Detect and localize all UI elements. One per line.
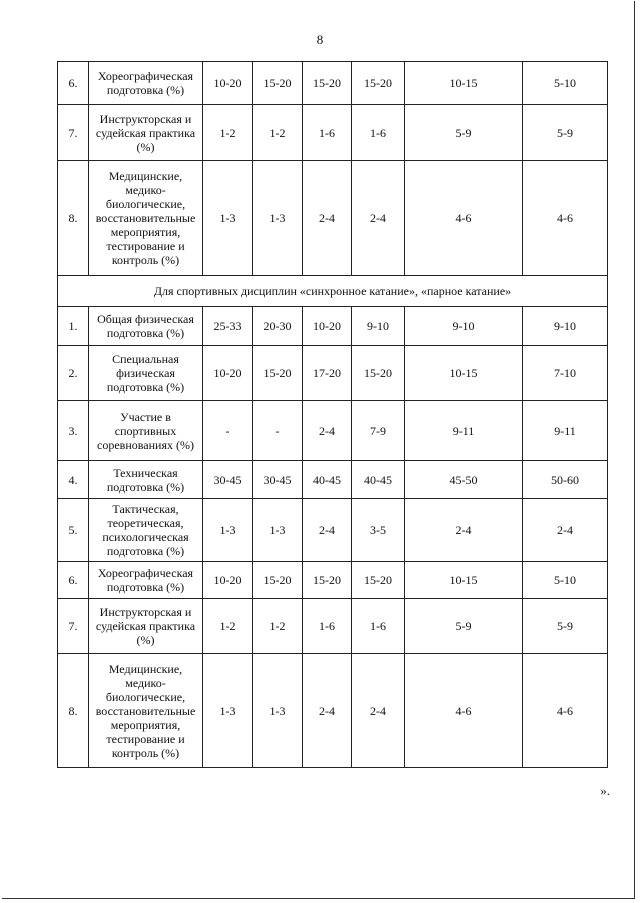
value-cell: 2-4 <box>352 161 405 276</box>
row-name: Общая физическая подготовка (%) <box>89 307 203 346</box>
value-cell: 1-2 <box>253 105 303 161</box>
value-cell: 9-10 <box>523 307 608 346</box>
value-cell: 9-11 <box>405 401 523 461</box>
row-name: Техническая подготовка (%) <box>89 461 203 499</box>
value-cell: 5-10 <box>523 62 608 105</box>
value-cell: 10-20 <box>203 62 253 105</box>
value-cell: 2-4 <box>303 401 352 461</box>
table-row <box>58 307 608 346</box>
value-cell: 20-30 <box>253 307 303 346</box>
value-cell: 10-15 <box>405 562 523 599</box>
value-cell: 30-45 <box>253 461 303 499</box>
value-cell: 7-9 <box>352 401 405 461</box>
value-cell: 9-11 <box>523 401 608 461</box>
value-cell: 2-4 <box>303 499 352 562</box>
value-cell: 2-4 <box>405 499 523 562</box>
value-cell: 9-10 <box>405 307 523 346</box>
section-header: Для спортивных дисциплин «синхронное катание», «парное катание» <box>58 276 608 307</box>
value-cell: 1-6 <box>303 105 352 161</box>
row-number: 8. <box>58 161 89 276</box>
row-number: 8. <box>58 654 89 768</box>
value-cell: 15-20 <box>303 562 352 599</box>
closing-quote: ». <box>600 783 610 798</box>
value-cell: 1-6 <box>303 599 352 654</box>
table-section <box>58 276 608 307</box>
value-cell: 40-45 <box>303 461 352 499</box>
value-cell: 5-9 <box>405 599 523 654</box>
value-cell: 10-15 <box>405 346 523 401</box>
value-cell: 15-20 <box>253 346 303 401</box>
value-cell: 15-20 <box>253 62 303 105</box>
row-number: 5. <box>58 499 89 562</box>
value-cell: 7-10 <box>523 346 608 401</box>
value-cell: 1-3 <box>253 499 303 562</box>
value-cell: 9-10 <box>352 307 405 346</box>
value-cell: 5-9 <box>405 105 523 161</box>
value-cell: 3-5 <box>352 499 405 562</box>
row-name: Тактическая, теоретическая, психологическая подготовка (%) <box>89 499 203 562</box>
value-cell: 4-6 <box>523 161 608 276</box>
table-row <box>58 654 608 768</box>
row-name: Медицинские, медико-биологические, восстановительные мероприятия, тестирование и контроль (%) <box>89 654 203 768</box>
value-cell: 1-3 <box>253 654 303 768</box>
value-cell: 25-33 <box>203 307 253 346</box>
value-cell: 1-2 <box>203 105 253 161</box>
row-name: Инструкторская и судейская практика (%) <box>89 105 203 161</box>
value-cell: 5-10 <box>523 562 608 599</box>
value-cell: 1-2 <box>253 599 303 654</box>
value-cell: 1-3 <box>203 161 253 276</box>
value-cell: 1-3 <box>203 654 253 768</box>
value-cell: 17-20 <box>303 346 352 401</box>
value-cell: 4-6 <box>523 654 608 768</box>
value-cell: 5-9 <box>523 599 608 654</box>
table-row <box>58 401 608 461</box>
row-name: Медицинские, медико-биологические, восстановительные мероприятия, тестирование и контроль (%) <box>89 161 203 276</box>
table-row <box>58 346 608 401</box>
page-number: 8 <box>316 32 324 47</box>
row-name: Специальная физическая подготовка (%) <box>89 346 203 401</box>
value-cell: 15-20 <box>352 562 405 599</box>
row-number: 1. <box>58 307 89 346</box>
row-number: 2. <box>58 346 89 401</box>
value-cell: 15-20 <box>352 62 405 105</box>
value-cell: 4-6 <box>405 654 523 768</box>
row-name: Участие в спортивных соревнованиях (%) <box>89 401 203 461</box>
value-cell: 10-20 <box>203 562 253 599</box>
value-cell: 1-2 <box>203 599 253 654</box>
value-cell: 50-60 <box>523 461 608 499</box>
value-cell: 5-9 <box>523 105 608 161</box>
value-cell: 1-3 <box>253 161 303 276</box>
table-row <box>58 461 608 499</box>
value-cell: 2-4 <box>303 654 352 768</box>
value-cell: 40-45 <box>352 461 405 499</box>
row-number: 3. <box>58 401 89 461</box>
value-cell: 2-4 <box>352 654 405 768</box>
value-cell: 10-15 <box>405 62 523 105</box>
row-name: Хореографическая подготовка (%) <box>89 562 203 599</box>
value-cell: 45-50 <box>405 461 523 499</box>
value-cell: 1-3 <box>203 499 253 562</box>
value-cell: 1-6 <box>352 599 405 654</box>
value-cell: 10-20 <box>203 346 253 401</box>
table-row <box>58 105 608 161</box>
value-cell: 1-6 <box>352 105 405 161</box>
row-number: 4. <box>58 461 89 499</box>
value-cell: 4-6 <box>405 161 523 276</box>
row-number: 6. <box>58 62 89 105</box>
table-row <box>58 599 608 654</box>
row-number: 7. <box>58 105 89 161</box>
value-cell: - <box>203 401 253 461</box>
row-number: 7. <box>58 599 89 654</box>
table-row <box>58 161 608 276</box>
row-name: Инструкторская и судейская практика (%) <box>89 599 203 654</box>
value-cell: 15-20 <box>352 346 405 401</box>
value-cell: 15-20 <box>253 562 303 599</box>
value-cell: 2-4 <box>523 499 608 562</box>
table-row <box>58 562 608 599</box>
row-number: 6. <box>58 562 89 599</box>
table-row <box>58 499 608 562</box>
training-norms-table <box>57 61 608 768</box>
table-body-bottom <box>58 307 608 768</box>
value-cell: 2-4 <box>303 161 352 276</box>
table-row <box>58 62 608 105</box>
value-cell: 30-45 <box>203 461 253 499</box>
value-cell: 10-20 <box>303 307 352 346</box>
value-cell: 15-20 <box>303 62 352 105</box>
row-name: Хореографическая подготовка (%) <box>89 62 203 105</box>
section-header-row <box>58 276 608 307</box>
table-body-top <box>58 62 608 276</box>
value-cell: - <box>253 401 303 461</box>
